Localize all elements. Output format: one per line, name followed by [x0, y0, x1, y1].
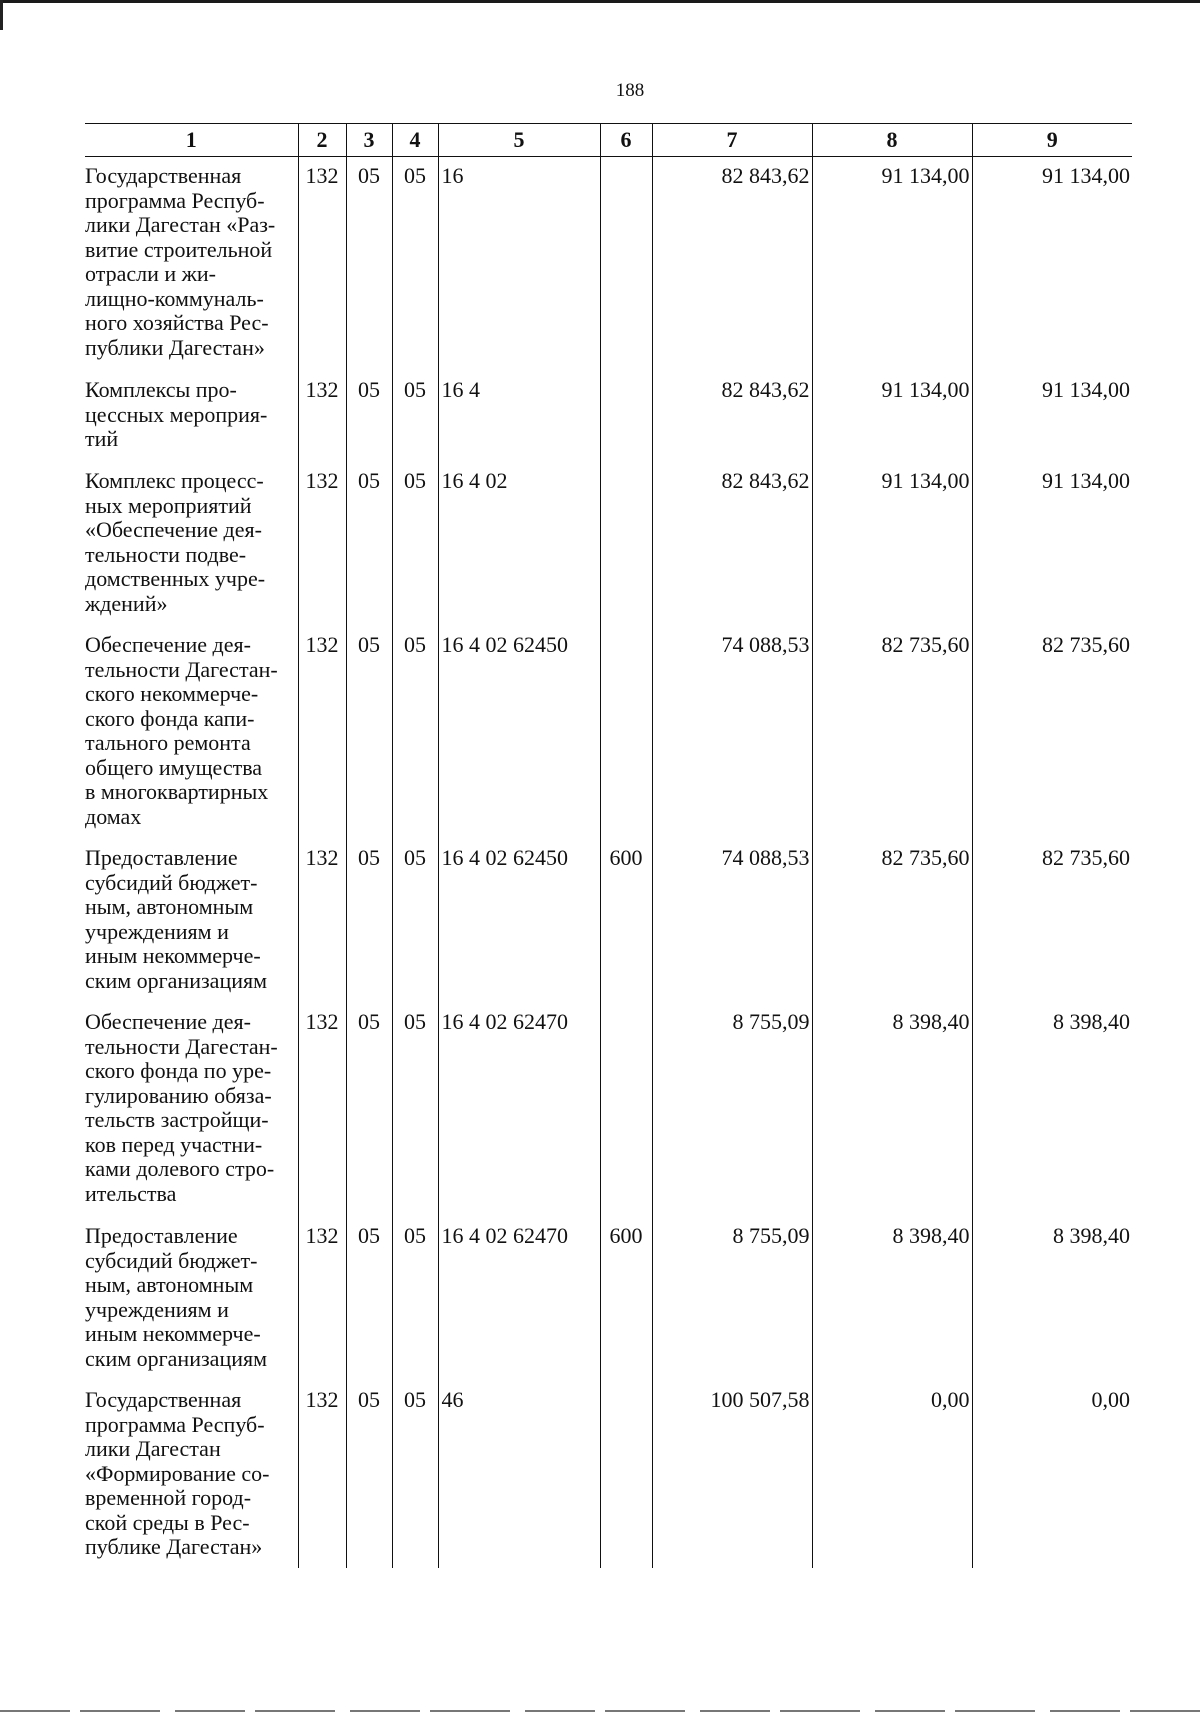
budget-table	[85, 123, 1132, 1568]
item-name-line: Комплексы про-	[85, 377, 237, 402]
cell-expense-type	[600, 1003, 652, 1217]
cell-expense-type: 600	[600, 1217, 652, 1381]
item-name-line: Государственная	[85, 163, 242, 188]
cell-ministry-code: 132	[298, 626, 346, 839]
item-name-line: в многоквартирных	[85, 779, 269, 804]
cell-ministry-code: 132	[298, 1003, 346, 1217]
column-header: 1	[85, 124, 298, 157]
item-name-line: ждений»	[85, 590, 168, 616]
cell-subsection: 05	[392, 626, 438, 839]
cell-target-article: 16	[438, 157, 600, 372]
page-number: 188	[615, 80, 645, 101]
cell-amount-year1: 74 088,53	[652, 839, 812, 1003]
table-row	[85, 157, 1132, 372]
item-name-line: лики Дагестан	[85, 1436, 221, 1461]
cell-ministry-code: 132	[298, 1217, 346, 1381]
table-row	[85, 626, 1132, 839]
item-name-line: программа Респуб-	[85, 187, 265, 213]
item-name-line: иным некоммерче-	[85, 1321, 261, 1346]
item-name-line: Предоставление	[85, 1223, 238, 1248]
item-name-line: иным некоммерче-	[85, 943, 261, 968]
item-name-line: ным, автономным	[85, 894, 254, 919]
cell-expense-type	[600, 462, 652, 626]
cell-target-article: 16 4 02 62470	[438, 1217, 600, 1381]
cell-expense-type	[600, 626, 652, 839]
item-name-line: тельности Дагестан-	[85, 1033, 278, 1059]
header-row	[85, 124, 1132, 157]
item-name-line: Предоставление	[85, 845, 238, 870]
item-name-line: ным, автономным	[85, 1272, 254, 1297]
item-name-line: гулированию обяза-	[85, 1082, 272, 1108]
cell-amount-year2: 8 398,40	[812, 1003, 972, 1217]
item-name-line: ским организациям	[85, 1345, 268, 1371]
item-name-line: Обеспечение дея-	[85, 632, 251, 657]
cell-target-article: 16 4 02 62450	[438, 839, 600, 1003]
item-name-line: ками долевого стро-	[85, 1156, 275, 1181]
item-name-line: учреждениям и	[85, 1296, 229, 1322]
cell-item-name	[85, 626, 298, 839]
cell-item-name	[85, 157, 298, 372]
cell-item-name	[85, 839, 298, 1003]
cell-amount-year3: 82 735,60	[972, 839, 1132, 1003]
cell-target-article: 16 4 02 62450	[438, 626, 600, 839]
item-name-line: Государственная	[85, 1387, 242, 1412]
cell-amount-year2: 8 398,40	[812, 1217, 972, 1381]
table-row	[85, 1217, 1132, 1381]
item-name-line: цессных мероприя-	[85, 401, 268, 427]
cell-item-name	[85, 1217, 298, 1381]
scan-edge-left	[0, 0, 3, 30]
cell-section: 05	[346, 371, 392, 462]
cell-section: 05	[346, 462, 392, 626]
table-row	[85, 371, 1132, 462]
table-row	[85, 1381, 1132, 1568]
item-name-line: Обеспечение дея-	[85, 1009, 251, 1034]
item-name-line: тельности Дагестан-	[85, 656, 278, 682]
cell-ministry-code: 132	[298, 157, 346, 372]
cell-amount-year3: 82 735,60	[972, 626, 1132, 839]
cell-amount-year3: 8 398,40	[972, 1217, 1132, 1381]
cell-amount-year2: 0,00	[812, 1381, 972, 1568]
column-header: 3	[346, 124, 392, 157]
item-name-line: ительства	[85, 1180, 177, 1206]
table-body	[85, 157, 1132, 1569]
cell-amount-year1: 100 507,58	[652, 1381, 812, 1568]
cell-amount-year3: 91 134,00	[972, 157, 1132, 372]
cell-item-name	[85, 1003, 298, 1217]
item-name-line: Комплекс процесс-	[85, 468, 264, 493]
item-name-line: публике Дагестан»	[85, 1534, 263, 1559]
cell-amount-year3: 0,00	[972, 1381, 1132, 1568]
cell-amount-year1: 82 843,62	[652, 462, 812, 626]
cell-amount-year3: 91 134,00	[972, 371, 1132, 462]
cell-target-article: 16 4 02 62470	[438, 1003, 600, 1217]
item-name-line: учреждениям и	[85, 918, 229, 944]
item-name-line: публики Дагестан»	[85, 334, 265, 360]
cell-ministry-code: 132	[298, 462, 346, 626]
item-name-line: ским организациям	[85, 967, 268, 993]
item-name-line: «Формирование со-	[85, 1460, 270, 1486]
cell-amount-year2: 91 134,00	[812, 157, 972, 372]
item-name-line: тельств застройщи-	[85, 1107, 269, 1132]
cell-item-name	[85, 371, 298, 462]
item-name-line: лищно-коммуналь-	[85, 285, 264, 311]
column-header: 2	[298, 124, 346, 157]
item-name-line: субсидий бюджет-	[85, 1247, 258, 1273]
table-row	[85, 462, 1132, 626]
column-header: 8	[812, 124, 972, 157]
item-name-line: домах	[85, 803, 142, 829]
cell-subsection: 05	[392, 1003, 438, 1217]
cell-subsection: 05	[392, 462, 438, 626]
cell-ministry-code: 132	[298, 1381, 346, 1568]
item-name-line: лики Дагестан «Раз-	[85, 212, 276, 237]
item-name-line: ского фонда капи-	[85, 705, 255, 731]
column-header: 4	[392, 124, 438, 157]
item-name-line: временной город-	[85, 1485, 252, 1510]
cell-subsection: 05	[392, 1381, 438, 1568]
scan-edge-bottom	[0, 1710, 1200, 1712]
cell-amount-year2: 82 735,60	[812, 626, 972, 839]
cell-section: 05	[346, 1217, 392, 1381]
item-name-line: программа Респуб-	[85, 1411, 265, 1437]
cell-target-article: 16 4 02	[438, 462, 600, 626]
cell-target-article: 46	[438, 1381, 600, 1568]
cell-amount-year1: 8 755,09	[652, 1003, 812, 1217]
item-name-line: домственных учре-	[85, 566, 266, 591]
cell-subsection: 05	[392, 157, 438, 372]
table-row	[85, 839, 1132, 1003]
item-name-line: субсидий бюджет-	[85, 869, 258, 895]
scan-edge-top	[0, 0, 1200, 3]
cell-expense-type	[600, 157, 652, 372]
item-name-line: ков перед участни-	[85, 1131, 263, 1157]
item-name-line: ного хозяйства Рес-	[85, 310, 269, 335]
item-name-line: витие строительной	[85, 236, 273, 262]
cell-section: 05	[346, 839, 392, 1003]
column-header: 6	[600, 124, 652, 157]
cell-ministry-code: 132	[298, 839, 346, 1003]
cell-amount-year1: 8 755,09	[652, 1217, 812, 1381]
cell-amount-year1: 82 843,62	[652, 371, 812, 462]
cell-amount-year2: 82 735,60	[812, 839, 972, 1003]
item-name-line: ского фонда по уре-	[85, 1058, 272, 1083]
item-name-line: ской среды в Рес-	[85, 1509, 250, 1535]
item-name-line: тий	[85, 426, 119, 451]
cell-item-name	[85, 1381, 298, 1568]
column-header: 9	[972, 124, 1132, 157]
cell-amount-year1: 82 843,62	[652, 157, 812, 372]
item-name-line: «Обеспечение дея-	[85, 517, 262, 542]
cell-expense-type	[600, 1381, 652, 1568]
cell-target-article: 16 4	[438, 371, 600, 462]
item-name-line: ского некоммерче-	[85, 681, 259, 706]
cell-subsection: 05	[392, 1217, 438, 1381]
cell-amount-year2: 91 134,00	[812, 371, 972, 462]
cell-section: 05	[346, 1381, 392, 1568]
cell-amount-year2: 91 134,00	[812, 462, 972, 626]
cell-subsection: 05	[392, 839, 438, 1003]
column-header: 5	[438, 124, 600, 157]
item-name-line: ных мероприятий	[85, 492, 252, 518]
item-name-line: тельности подве-	[85, 541, 247, 567]
item-name-line: тального ремонта	[85, 730, 251, 755]
table-row	[85, 1003, 1132, 1217]
cell-expense-type: 600	[600, 839, 652, 1003]
cell-section: 05	[346, 626, 392, 839]
cell-amount-year3: 8 398,40	[972, 1003, 1132, 1217]
item-name-line: общего имущества	[85, 754, 263, 780]
cell-ministry-code: 132	[298, 371, 346, 462]
cell-subsection: 05	[392, 371, 438, 462]
cell-item-name	[85, 462, 298, 626]
cell-section: 05	[346, 157, 392, 372]
column-header: 7	[652, 124, 812, 157]
cell-amount-year3: 91 134,00	[972, 462, 1132, 626]
cell-amount-year1: 74 088,53	[652, 626, 812, 839]
cell-section: 05	[346, 1003, 392, 1217]
cell-expense-type	[600, 371, 652, 462]
item-name-line: отрасли и жи-	[85, 261, 216, 286]
